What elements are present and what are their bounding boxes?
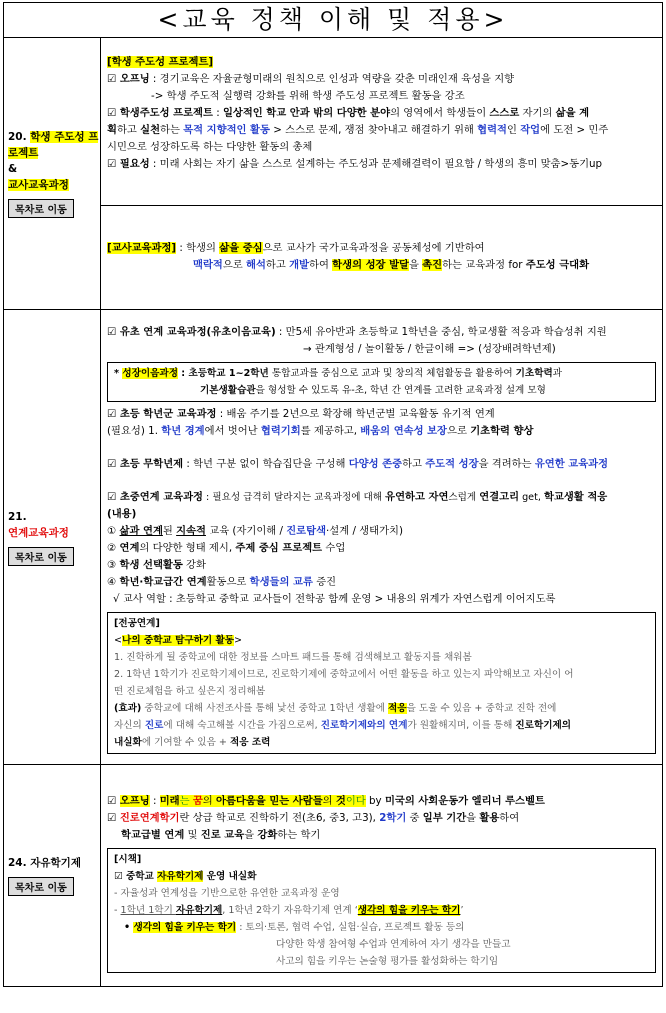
section-21-label-cell — [4, 310, 101, 765]
major-connection-box: [전공연계] <나의 중학교 탐구하기 활동> 1. 진학하게 될 중학교에 대한 정보를 스마트 패드를 통해 검색해보고 활동지를 채워봄 2. 1학년 1학기가 진로학기제이므로, 진로학기제에 중학교에서 어떤 활동을 하고 있는지 파악해보고 자신이 어 떤 진로체험을 하고 싶은지 정리해봄 (효과) 중학교에 대해 사전조사를 통해 낯선 중학교 1학년 생활에 적응을 도울 수 있음 + 중학교 진학 전에 자신의 진로에 대해 숙고해볼 시간을 가짐으로써, 진로학기제와의 연계가 원활해지며, 이를 통해 진로학기제의 내실화에 기여할 수 있음 + 적응 조력 — [107, 612, 656, 754]
toc-link-button[interactable]: 목차로 이동 — [8, 547, 74, 566]
policy-box: [시책] ☑ 중학교 자유학기제 운영 내실화 - 자율성과 연계성을 기반으로한 유연한 교육과정 운영 - 1학년 1학기 자유학기제, 1학년 2학기 자유학기제 연계 ‘생각의 힘을 키우는 학기’ • 생각의 힘을 키우는 학기 : 토의·토론, 협력 수업, 실험·실습, 프로젝트 활동 등의 다양한 학생 참여형 수업과 연계하여 자기 생각을 만들고 사고의 힘을 키우는 논술형 평가를 활성화하는 학기임 — [107, 848, 656, 973]
page-title: <교육 정책 이해 및 적용> — [3, 2, 663, 37]
section-21-row — [4, 310, 663, 765]
section-24-label-cell — [4, 765, 101, 987]
toc-link-button[interactable]: 목차로 이동 — [8, 877, 74, 896]
section-24-content: ☑ 오프닝 : 미래는 꿈의 아름다움을 믿는 사람들의 것이다 by 미국의 사회운동가 엘리너 루스벨트 ☑ 진로연계학기란 상급 학교로 진학하기 전(초6, 중3, 고3), 2학기 중 일부 기간을 활용하여 학교급별 연계 및 진로 교육을 강화하는 학기 [시책] ☑ 중학교 자유학기제 운영 내실화 - 자율성과 연계성을 기반으로한 유연한 교육과정 운영 - 1학년 1학기 자유학기제, 1학년 2학기 자유학기제 연계 ‘생각의 힘을 키우는 학기’ • 생각의 힘을 키우는 학기 : 토의·토론, 협력 수업, 실험·실습, 프로젝트 활동 등의 다양한 학생 참여형 수업과 연계하여 자기 생각을 만들고 사고의 힘을 키우는 논술형 평가를 활성화하는 학기임 — [101, 765, 663, 987]
document-page — [3, 2, 663, 987]
section-20-row-2 — [4, 206, 663, 310]
section-24-row — [4, 765, 663, 987]
section-20-row — [4, 38, 663, 206]
toc-link-button[interactable]: 목차로 이동 — [8, 199, 74, 218]
section-20-label-cell — [4, 38, 101, 310]
growth-bridge-box: * 성장이음과정 : 초등학교 1~2학년 통합교과를 중심으로 교과 및 창의적 체험활동을 활용하여 기초학력과 기본생활습관을 형성할 수 있도록 유-초, 학년 간 연계를 고려한 교육과정 설계 모형 — [107, 362, 656, 402]
section-20-content-2: [교사교육과정] : 학생의 삶을 중심으로 교사가 국가교육과정을 공동체성에 기반하여 맥락적으로 해석하고 개발하여 학생의 성장 발달을 촉진하는 교육과정 for 주도성 극대화 — [101, 206, 663, 310]
section-21-content: ☑ 유초 연계 교육과정(유초이음교육) : 만5세 유아반과 초등학교 1학년을 중심, 학교생활 적응과 학습성취 지원 → 관계형성 / 놀이활동 / 한글이해 => (성장배려학년제) * 성장이음과정 : 초등학교 1~2학년 통합교과를 중심으로 교과 및 창의적 체험활동을 활용하여 기초학력과 기본생활습관을 형성할 수 있도록 유-초, 학년 간 연계를 고려한 교육과정 설계 모형 ☑ 초등 학년군 교육과정 : 배움 주기를 2년으로 확장해 학년군별 교육활동 유기적 연계 (필요성) 1. 학년 경계에서 벗어난 협력기회를 제공하고, 배움의 연속성 보장으로 기초학력 향상 ☑ 초등 무학년제 : 학년 구분 없이 학습집단을 구성해 다양성 존중하고 주도적 성장을 격려하는 유연한 교육과정 ☑ 초중연계 교육과정 : 필요성 급격히 달라지는 교육과정에 대해 유연하고 자연스럽게 연결고리 get, 학교생활 적응 (내용) ① 삶과 연계된 지속적 교육 (자기이해 / 진로탐색·설계 / 생태가치) ② 연계의 다양한 형태 제시, 주제 중심 프로젝트 수업 ③ 학생 선택활동 강화 ④ 학년·학교급간 연계활동으로 학생들의 교류 증진 √ 교사 역할 : 초등학교 중학교 교사들이 전학공 함께 운영 > 내용의 위계가 자연스럽게 이어지도록 [전공연계] <나의 중학교 탐구하기 활동> 1. 진학하게 될 중학교에 대한 정보를 스마트 패드를 통해 검색해보고 활동지를 채워봄 2. 1학년 1학기가 진로학기제이므로, 진로학기제에 중학교에서 어떤 활동을 하고 있는지 파악해보고 자신이 어 떤 진로체험을 하고 싶은지 정리해봄 (효과) 중학교에 대해 사전조사를 통해 낯선 중학교 1학년 생활에 적응을 도울 수 있음 + 중학교 진학 전에 자신의 진로에 대해 숙고해볼 시간을 가짐으로써, 진로학기제와의 연계가 원활해지며, 이를 통해 진로학기제의 내실화에 기여할 수 있음 + 적응 조력 — [101, 310, 663, 765]
policy-table — [3, 37, 663, 987]
section-24-label: 24. 자유학기제 — [8, 857, 81, 869]
section-20-content-1: [학생 주도성 프로젝트] ☑ 오프닝 : 경기교육은 자율균형미래의 원칙으로 인성과 역량을 갖춘 미래인재 육성을 지향 -> 학생 주도적 실행력 강화를 위해 학생 주도성 프로젝트 활동을 강조 ☑ 학생주도성 프로젝트 : 일상적인 학교 안과 밖의 다양한 분야의 영역에서 학생들이 스스로 자기의 삶을 계 획하고 실천하는 목적 지향적인 활동 > 스스로 문제, 쟁점 찾아내고 해결하기 위해 협력적인 작업에 도전 > 민주 시민으로 성장하도록 하는 다양한 활동의 총체 ☑ 필요성 : 미래 사회는 자기 삶을 스스로 설계하는 주도성과 문제해결력이 필요함 / 학생의 흥미 맞춤>동기up — [101, 38, 663, 206]
section-20-label: 20. 학생 주도성 프로젝트 & 교사교육과정 — [8, 131, 99, 191]
section-21-label: 21. 연계교육과정 — [8, 510, 69, 539]
